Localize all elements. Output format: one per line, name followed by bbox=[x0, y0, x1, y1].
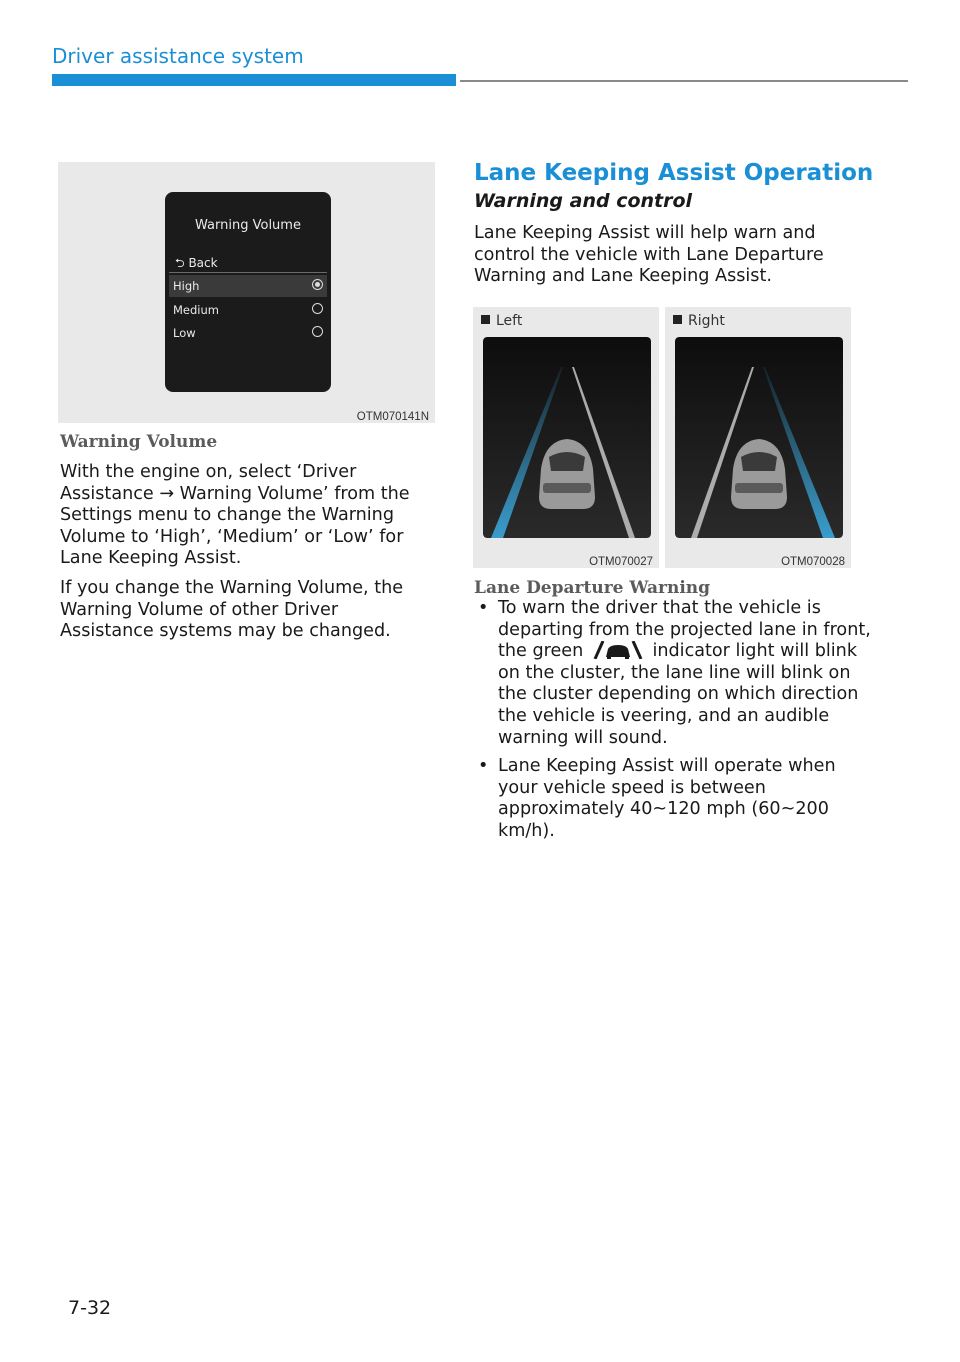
option-label: Low bbox=[173, 326, 196, 340]
lane-label-text: Right bbox=[688, 313, 725, 329]
page-number: 7-32 bbox=[68, 1297, 112, 1319]
lka-operation-heading: Lane Keeping Assist Operation bbox=[474, 160, 874, 186]
ldw-bullet-list bbox=[474, 598, 874, 850]
warning-volume-paragraph-1: With the engine on, select ‘Driver Assistance → Warning Volume’ from the Settings menu to change the Warning Volume to ‘High’, ‘Medium’ or ‘Low’ for Lane Keeping Assist. bbox=[60, 462, 410, 569]
header-rule bbox=[460, 80, 908, 82]
radio-empty-icon bbox=[312, 303, 323, 314]
warning-volume-heading: Warning Volume bbox=[60, 432, 218, 452]
figure-code: OTM070028 bbox=[781, 556, 845, 568]
lane-label-text: Left bbox=[496, 313, 523, 329]
back-label: Back bbox=[188, 256, 218, 270]
header-rule-accent bbox=[52, 74, 456, 86]
screen-divider bbox=[169, 272, 327, 273]
cluster-screen bbox=[165, 192, 331, 392]
screen-title: Warning Volume bbox=[195, 218, 301, 233]
list-item bbox=[474, 756, 874, 842]
radio-empty-icon bbox=[312, 326, 323, 337]
list-item bbox=[474, 598, 874, 749]
lane-figure-label bbox=[673, 313, 725, 329]
warning-volume-paragraph-2: If you change the Warning Volume, the Warning Volume of other Driver Assistance systems may be changed. bbox=[60, 578, 404, 642]
bullet-text: Lane Keeping Assist will operate when your vehicle speed is between approximately 40~120 mph (60~200 km/h). bbox=[498, 756, 836, 841]
lane-figure-right bbox=[665, 307, 851, 568]
option-high bbox=[169, 275, 327, 297]
lka-intro-paragraph: Lane Keeping Assist will help warn and control the vehicle with Lane Departure Warning and Lane Keeping Assist. bbox=[474, 223, 824, 287]
lane-figure-label bbox=[481, 313, 522, 329]
lane-figure-left bbox=[473, 307, 659, 568]
lane-departure-left-image bbox=[483, 337, 651, 538]
section-title: Driver assistance system bbox=[52, 44, 304, 68]
option-low bbox=[169, 322, 327, 344]
lane-figures bbox=[473, 307, 851, 568]
warning-control-subheading: Warning and control bbox=[474, 190, 693, 212]
warning-volume-figure bbox=[58, 162, 435, 423]
radio-selected-icon bbox=[312, 279, 323, 290]
bullet-text-after-icon: indicator light will blink on the cluster, the lane line will blink on the cluster depending on which direction the vehicle is veering, and an audible warning will sound. bbox=[498, 641, 859, 748]
figure-code: OTM070141N bbox=[356, 411, 429, 423]
option-medium bbox=[169, 299, 327, 321]
figure-code: OTM070027 bbox=[589, 556, 653, 568]
option-label: High bbox=[173, 279, 200, 293]
back-arrow-icon: ⮌ bbox=[175, 256, 185, 270]
ldw-heading: Lane Departure Warning bbox=[474, 578, 711, 598]
lane-departure-right-image bbox=[675, 337, 843, 538]
option-label: Medium bbox=[173, 303, 219, 317]
lane-keeping-assist-icon bbox=[591, 641, 645, 659]
bullet-text-before-icon: To warn the driver that the vehicle is departing from the projected lane in front, the green bbox=[498, 598, 871, 662]
